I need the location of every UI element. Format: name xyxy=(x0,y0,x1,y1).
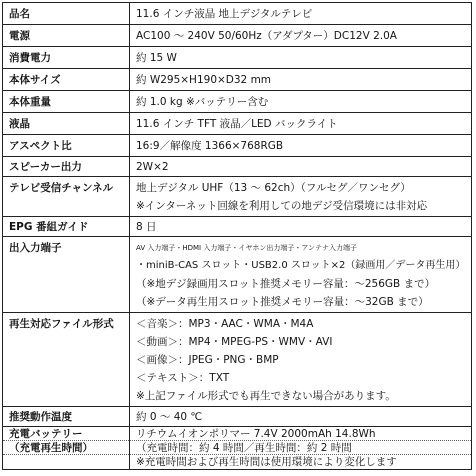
spec-row-io-ports xyxy=(3,237,471,313)
spec-value-line: 約 15 W xyxy=(136,52,177,64)
spec-value-line: ※充電時間および再生時間は使用環境により変化します xyxy=(136,456,397,468)
spec-label: 本体サイズ xyxy=(9,74,61,86)
spec-value-line: リチウムイオンポリマー 7.4V 2000mAh 14.8Wh xyxy=(136,428,376,440)
spec-value-line: 11.6 インチ TFT 液晶／LED バックライト xyxy=(136,118,338,130)
spec-row-body-size xyxy=(3,69,471,91)
spec-value-line: ※上記ファイル形式でも再生できない場合があります。 xyxy=(136,390,396,402)
spec-table xyxy=(2,2,472,470)
spec-value xyxy=(136,239,465,311)
spec-value xyxy=(136,5,312,23)
spec-label: 品名 xyxy=(9,8,30,20)
spec-value-line: （※データ再生用スロット推奨メモリー容量：～32GB まで） xyxy=(136,296,429,308)
spec-row-operating-temperature xyxy=(3,407,471,427)
spec-value-line: ＜動画＞：MP4・MPEG-PS・WMV・AVI xyxy=(136,336,333,348)
spec-row-power-supply xyxy=(3,25,471,47)
spec-row-charge-note xyxy=(3,455,471,469)
spec-value-line: ・miniB-CAS スロット・USB2.0 スロット×2（録画用／データ再生用） xyxy=(136,260,466,271)
spec-value-line: ＜音楽＞：MP3・AAC・WMA・M4A xyxy=(136,318,314,330)
spec-label: 液晶 xyxy=(9,118,30,130)
spec-label: テレビ受信チャンネル xyxy=(9,182,114,194)
spec-label: 本体重量 xyxy=(9,96,51,108)
spec-value-line: 16:9／解像度 1366×768RGB xyxy=(136,140,284,152)
spec-value-line: 地上デジタル UHF（13 ～ 62ch）（フルセグ／ワンセグ） xyxy=(136,182,411,194)
spec-row-supported-formats xyxy=(3,313,471,407)
spec-label: 再生対応ファイル形式 xyxy=(9,318,114,330)
spec-value-line: ＜テキスト＞：TXT xyxy=(136,372,230,384)
spec-label: 出入力端子 xyxy=(9,242,62,254)
spec-value-line: 約 1.0 kg ※バッテリー含む xyxy=(136,96,269,108)
spec-value xyxy=(136,218,157,236)
spec-value xyxy=(136,315,396,405)
spec-value-line: 11.6 インチ液晶 地上デジタルテレビ xyxy=(136,8,313,20)
spec-value xyxy=(136,408,202,426)
spec-value-line: （充電時間：約 4 時間／再生時間：約 2 時間 xyxy=(136,442,352,454)
spec-value xyxy=(136,93,268,111)
spec-value xyxy=(136,27,397,45)
spec-value xyxy=(136,453,397,471)
spec-value-line: AV 入力端子・HDMI 入力端子・イヤホン出力端子・アンテナ入力端子 xyxy=(136,244,358,252)
spec-value-line: 2W×2 xyxy=(136,161,169,173)
spec-row-aspect-ratio xyxy=(3,135,471,157)
spec-label: スピーカー出力 xyxy=(9,161,82,173)
spec-row-body-weight xyxy=(3,91,471,113)
spec-value xyxy=(136,137,283,155)
spec-value-line: （※地デジ録画用スロット推奨メモリー容量：～256GB まで） xyxy=(136,278,436,290)
spec-label: （充電再生時間） xyxy=(9,442,93,454)
spec-value xyxy=(136,71,271,89)
spec-row-tv-channels xyxy=(3,177,471,217)
spec-row-power-consumption xyxy=(3,47,471,69)
spec-value-line: AC100 ～ 240V 50/60Hz（アダプター）DC12V 2.0A xyxy=(136,30,397,42)
spec-value-line: 約 0 ～ 40 ℃ xyxy=(136,411,203,423)
spec-row-epg-guide xyxy=(3,217,471,237)
spec-label: アスペクト比 xyxy=(9,140,72,152)
spec-value-line: 8 日 xyxy=(136,221,157,233)
spec-value xyxy=(136,179,427,215)
spec-value-line: ※インターネット回線を利用しての地デジ受信環境には非対応 xyxy=(136,200,428,212)
spec-label: EPG 番組ガイド xyxy=(9,221,89,233)
spec-row-speaker-output xyxy=(3,157,471,177)
spec-label: 推奨動作温度 xyxy=(9,411,72,423)
spec-value xyxy=(136,49,177,67)
spec-label: 消費電力 xyxy=(9,52,51,64)
spec-value-line: 約 W295×H190×D32 mm xyxy=(136,74,272,86)
spec-value-line: ＜画像＞：JPEG・PNG・BMP xyxy=(136,354,279,366)
spec-row-lcd xyxy=(3,113,471,135)
spec-label: 電源 xyxy=(9,30,30,42)
spec-label: 充電バッテリー xyxy=(9,428,83,440)
spec-row-product-name xyxy=(3,3,471,25)
spec-value xyxy=(136,115,338,133)
spec-value xyxy=(136,158,169,176)
